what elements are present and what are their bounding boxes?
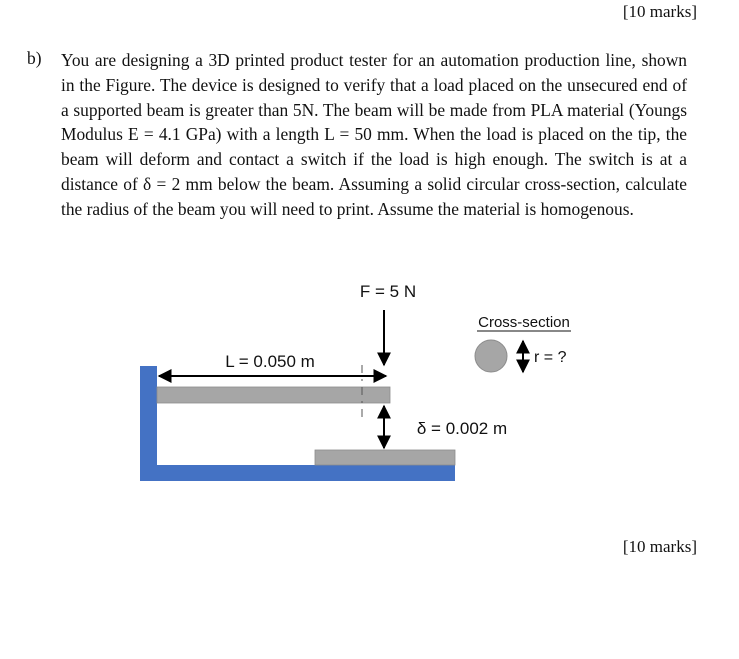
cross-section-title: Cross-section [478, 314, 570, 331]
length-label: L = 0.050 m [225, 352, 315, 371]
deflection-label: δ = 0.002 m [416, 419, 508, 438]
question-text: You are designing a 3D printed product tester for an automation production line, shown in the Figure. The device is designed to verify that a load placed on the unsecured end of a supported beam is greater than 5N. The beam will be made from PLA material (Youngs Modulus E = 4.1 GPa) with a length L = 50 mm. When the load is placed on the tip, the beam will deform and contact a switch if the load is high enough. The switch is at a distance of δ = 2 mm below the beam. Assuming a solid circular cross-section, calculate the radius of the beam you will need to print. Assume the material is homogenous. [61, 50, 687, 219]
switch-block [315, 450, 455, 465]
force-label: F = 5 N [359, 282, 417, 301]
question-label: b) [27, 48, 42, 68]
radius-label: r = ? [534, 349, 567, 366]
marks-header: [10 marks] [622, 2, 697, 21]
frame-wall [140, 366, 157, 481]
cantilever-beam [157, 387, 390, 403]
cross-section-circle [475, 340, 507, 372]
marks-footer: [10 marks] [622, 537, 697, 556]
frame-base [140, 465, 455, 481]
